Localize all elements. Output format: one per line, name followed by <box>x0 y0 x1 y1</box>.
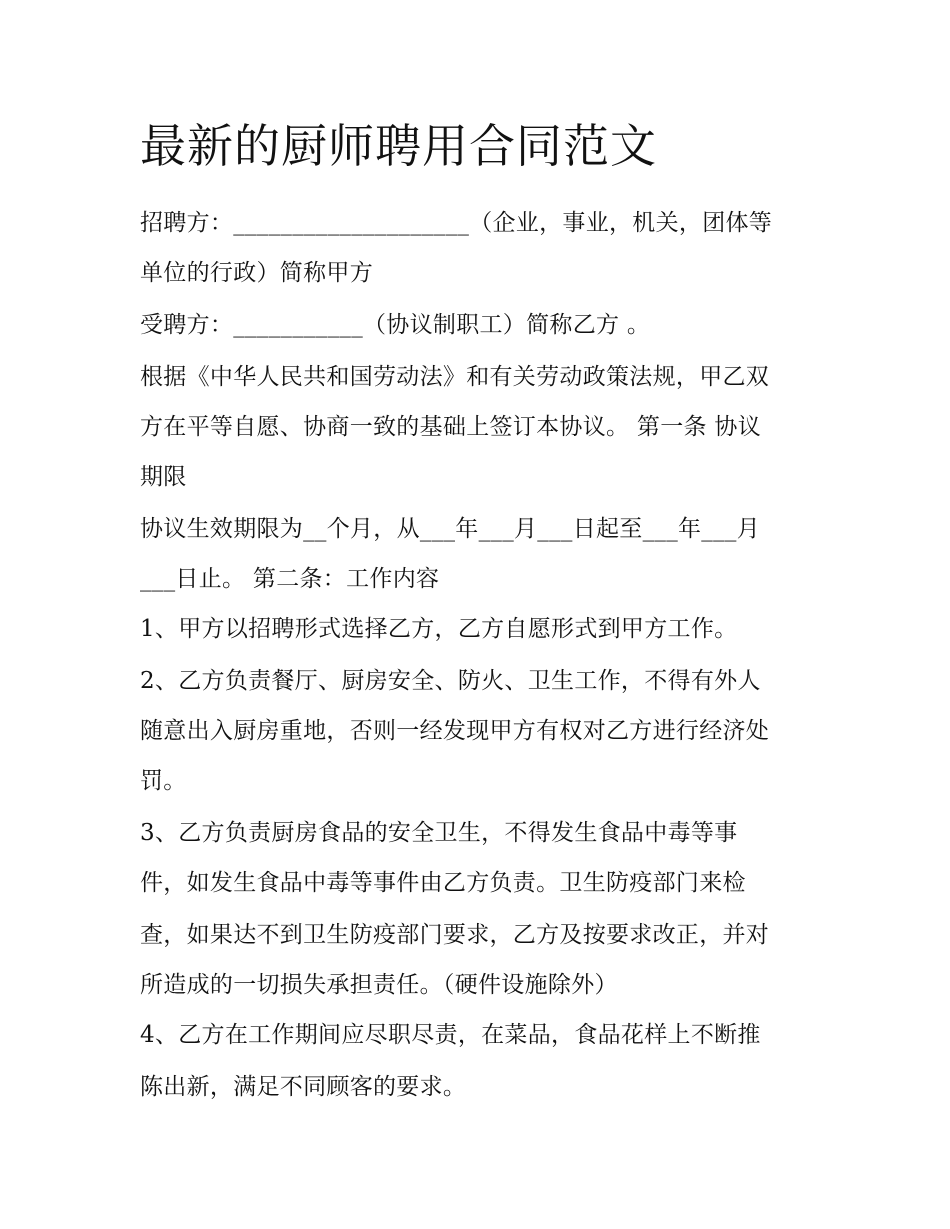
text-line: 罚。 <box>140 768 187 794</box>
text-line: 根据《中华人民共和国劳动法》和有关劳动政策法规，甲乙双 <box>140 364 770 390</box>
text-line: 件，如发生食品中毒等事件由乙方负责。卫生防疫部门来检 <box>140 870 746 896</box>
text-line: 方在平等自愿、协商一致的基础上签订本协议。 第一条 协议 <box>140 414 762 440</box>
text-line: 随意出入厨房重地，否则一经发现甲方有权对乙方进行经济处 <box>140 718 770 744</box>
text-line: ___日止。 第二条：工作内容 <box>140 566 440 592</box>
text-line: 期限 <box>140 464 187 490</box>
text-line: 陈出新，满足不同顾客的要求。 <box>140 1074 467 1100</box>
text-line: 3、乙方负责厨房食品的安全卫生，不得发生食品中毒等事 <box>140 820 738 846</box>
text-line: 所造成的一切损失承担责任。（硬件设施除外） <box>140 972 618 998</box>
text-line: 1、甲方以招聘形式选择乙方，乙方自愿形式到甲方工作。 <box>140 616 738 642</box>
document-title: 最新的厨师聘用合同范文 <box>140 119 657 173</box>
text-line: 4、乙方在工作期间应尽职尽责，在菜品，食品花样上不断推 <box>140 1022 761 1048</box>
text-line: 协议生效期限为__个月，从___年___月___日起至___年___月 <box>140 516 760 542</box>
text-line: 受聘方：___________（协议制职工）简称乙方 。 <box>140 312 651 338</box>
text-line: 查，如果达不到卫生防疫部门要求，乙方及按要求改正，并对 <box>140 922 770 948</box>
text-line: 招聘方：____________________（企业，事业，机关，团体等 <box>140 210 773 236</box>
text-line: 单位的行政）简称甲方 <box>140 260 373 286</box>
text-line: 2、乙方负责餐厅、厨房安全、防火、卫生工作，不得有外人 <box>140 668 761 694</box>
